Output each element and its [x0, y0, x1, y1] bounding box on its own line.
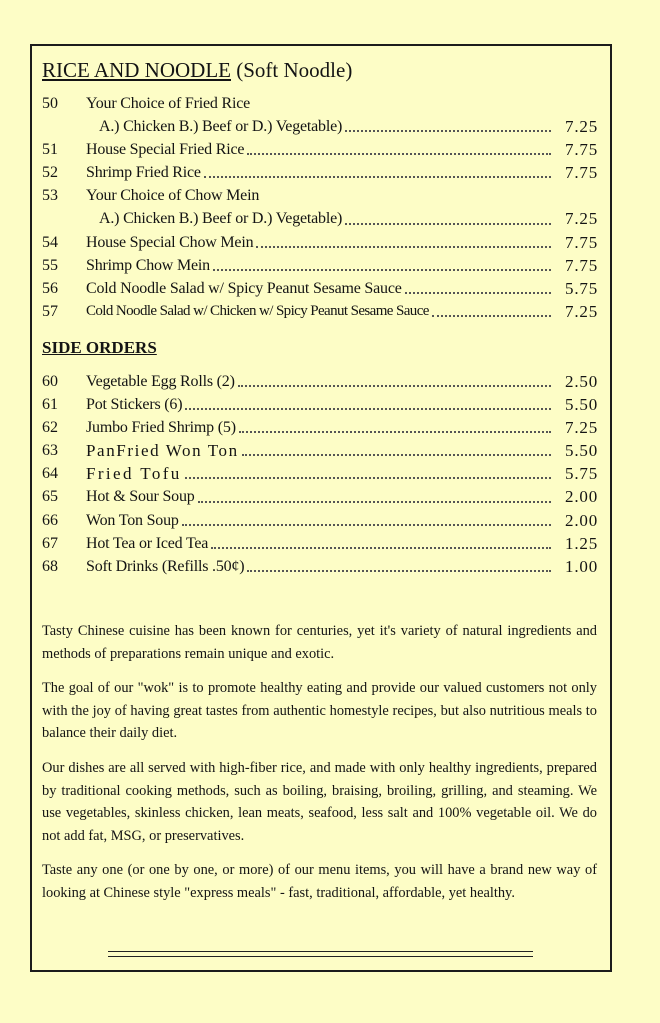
dot-leader — [345, 201, 551, 224]
rice-noodle-title: RICE AND NOODLE — [42, 58, 231, 82]
dot-leader — [247, 132, 551, 155]
item-name: PanFried Won Ton — [86, 441, 239, 461]
description — [42, 620, 597, 917]
item-price: 5.75 — [565, 278, 598, 298]
item-price: 1.00 — [565, 556, 598, 576]
dot-leader — [185, 387, 551, 410]
item-name: Your Choice of Fried Rice — [86, 95, 251, 112]
item-name: Jumbo Fried Shrimp (5) — [86, 419, 236, 437]
item-price: 7.75 — [565, 232, 598, 252]
item-price: 7.25 — [565, 117, 598, 137]
side-orders-list — [42, 370, 598, 578]
rice-noodle-list — [42, 92, 598, 323]
dot-leader — [405, 271, 551, 294]
description-paragraph: Taste any one (or one by one, or more) of our menu items, you will have a brand new way of looking at Chinese style "express meals" - fast, traditional, affordable, yet healthy. — [42, 862, 597, 901]
item-number: 64 — [42, 465, 58, 483]
item-number: 65 — [42, 488, 58, 506]
item-number: 68 — [42, 557, 58, 575]
item-name: Soft Drinks (Refills .50¢) — [86, 557, 245, 575]
description-paragraph: The goal of our "wok" is to promote healthy eating and provide our valued customers not only with the joy of having great tastes from authentic homestyle recipes, but also nutritious meals to balance their daily diet. — [42, 680, 597, 742]
item-name: A.) Chicken B.) Beef or D.) Vegetable) — [99, 210, 343, 228]
item-number: 55 — [42, 256, 58, 274]
item-name: House Special Chow Mein — [86, 233, 254, 251]
dot-leader — [242, 433, 551, 456]
item-price: 7.75 — [565, 140, 598, 160]
side-orders-title: SIDE ORDERS — [42, 338, 157, 357]
item-price: 7.75 — [565, 255, 598, 275]
dot-leader — [239, 410, 551, 433]
rice-noodle-heading — [42, 58, 352, 83]
item-name: Cold Noodle Salad w/ Chicken w/ Spicy Peanut Sesame Sauce — [86, 302, 429, 319]
item-number: 67 — [42, 534, 58, 552]
menu-item — [42, 555, 598, 578]
item-name: Hot & Sour Soup — [86, 488, 195, 506]
item-price: 7.25 — [565, 209, 598, 229]
dot-leader — [213, 248, 551, 271]
description-paragraph: Our dishes are all served with high-fiber rice, and made with only healthy ingredients, prepared by traditional cooking methods, such as boiling, braising, broiling, grilling, and steaming. We use vegetables, skinless chicken, lean meats, seafood, less salt and 100% vegetable oil. We do not add fat, MSG, or preservatives. — [42, 759, 597, 844]
menu-item — [42, 161, 598, 184]
item-name: Shrimp Fried Rice — [86, 164, 201, 182]
item-price: 2.00 — [565, 510, 598, 530]
item-number: 61 — [42, 396, 58, 414]
dot-leader — [182, 503, 551, 526]
item-price: 5.50 — [565, 441, 598, 461]
item-price: 5.50 — [565, 395, 598, 415]
item-name: Pot Stickers (6) — [86, 396, 183, 414]
item-number: 62 — [42, 419, 58, 437]
footer-rule — [108, 951, 533, 952]
rice-noodle-subtitle: (Soft Noodle) — [236, 58, 353, 82]
item-number: 53 — [42, 187, 58, 205]
item-number: 66 — [42, 511, 58, 529]
item-price: 2.00 — [565, 487, 598, 507]
dot-leader — [432, 294, 551, 317]
item-number: 63 — [42, 442, 58, 460]
dot-leader — [204, 155, 551, 178]
item-number: 57 — [42, 302, 58, 320]
item-number: 52 — [42, 164, 58, 182]
item-name: Shrimp Chow Mein — [86, 256, 210, 274]
item-name: A.) Chicken B.) Beef or D.) Vegetable) — [99, 118, 343, 136]
item-price: 7.25 — [565, 301, 598, 321]
item-name: House Special Fried Rice — [86, 141, 245, 159]
item-price: 2.50 — [565, 372, 598, 391]
item-name: Fried Tofu — [86, 464, 182, 484]
dot-leader — [247, 549, 551, 572]
item-price: 7.25 — [565, 418, 598, 438]
footer-rule — [108, 956, 533, 957]
item-number: 54 — [42, 233, 58, 251]
item-price: 5.75 — [565, 464, 598, 484]
item-name: Cold Noodle Salad w/ Spicy Peanut Sesame Sauce — [86, 279, 402, 297]
item-name: Vegetable Egg Rolls (2) — [86, 373, 235, 390]
item-number: 60 — [42, 373, 58, 390]
dot-leader — [238, 364, 551, 387]
item-price: 7.75 — [565, 163, 598, 183]
item-number: 50 — [42, 95, 58, 112]
item-name: Won Ton Soup — [86, 511, 179, 529]
item-number: 51 — [42, 141, 58, 159]
description-paragraph: Tasty Chinese cuisine has been known for centuries, yet it's variety of natural ingredients and methods of preparations remain unique and exotic. — [42, 623, 597, 662]
dot-leader — [185, 456, 551, 479]
item-name: Your Choice of Chow Mein — [86, 187, 260, 205]
dot-leader — [211, 526, 551, 549]
menu-item — [42, 300, 598, 323]
dot-leader — [198, 479, 551, 502]
dot-leader — [256, 225, 551, 248]
item-price: 1.25 — [565, 533, 598, 553]
item-number: 56 — [42, 279, 58, 297]
item-name: Hot Tea or Iced Tea — [86, 534, 209, 552]
dot-leader — [345, 109, 551, 132]
menu-frame — [30, 44, 612, 972]
